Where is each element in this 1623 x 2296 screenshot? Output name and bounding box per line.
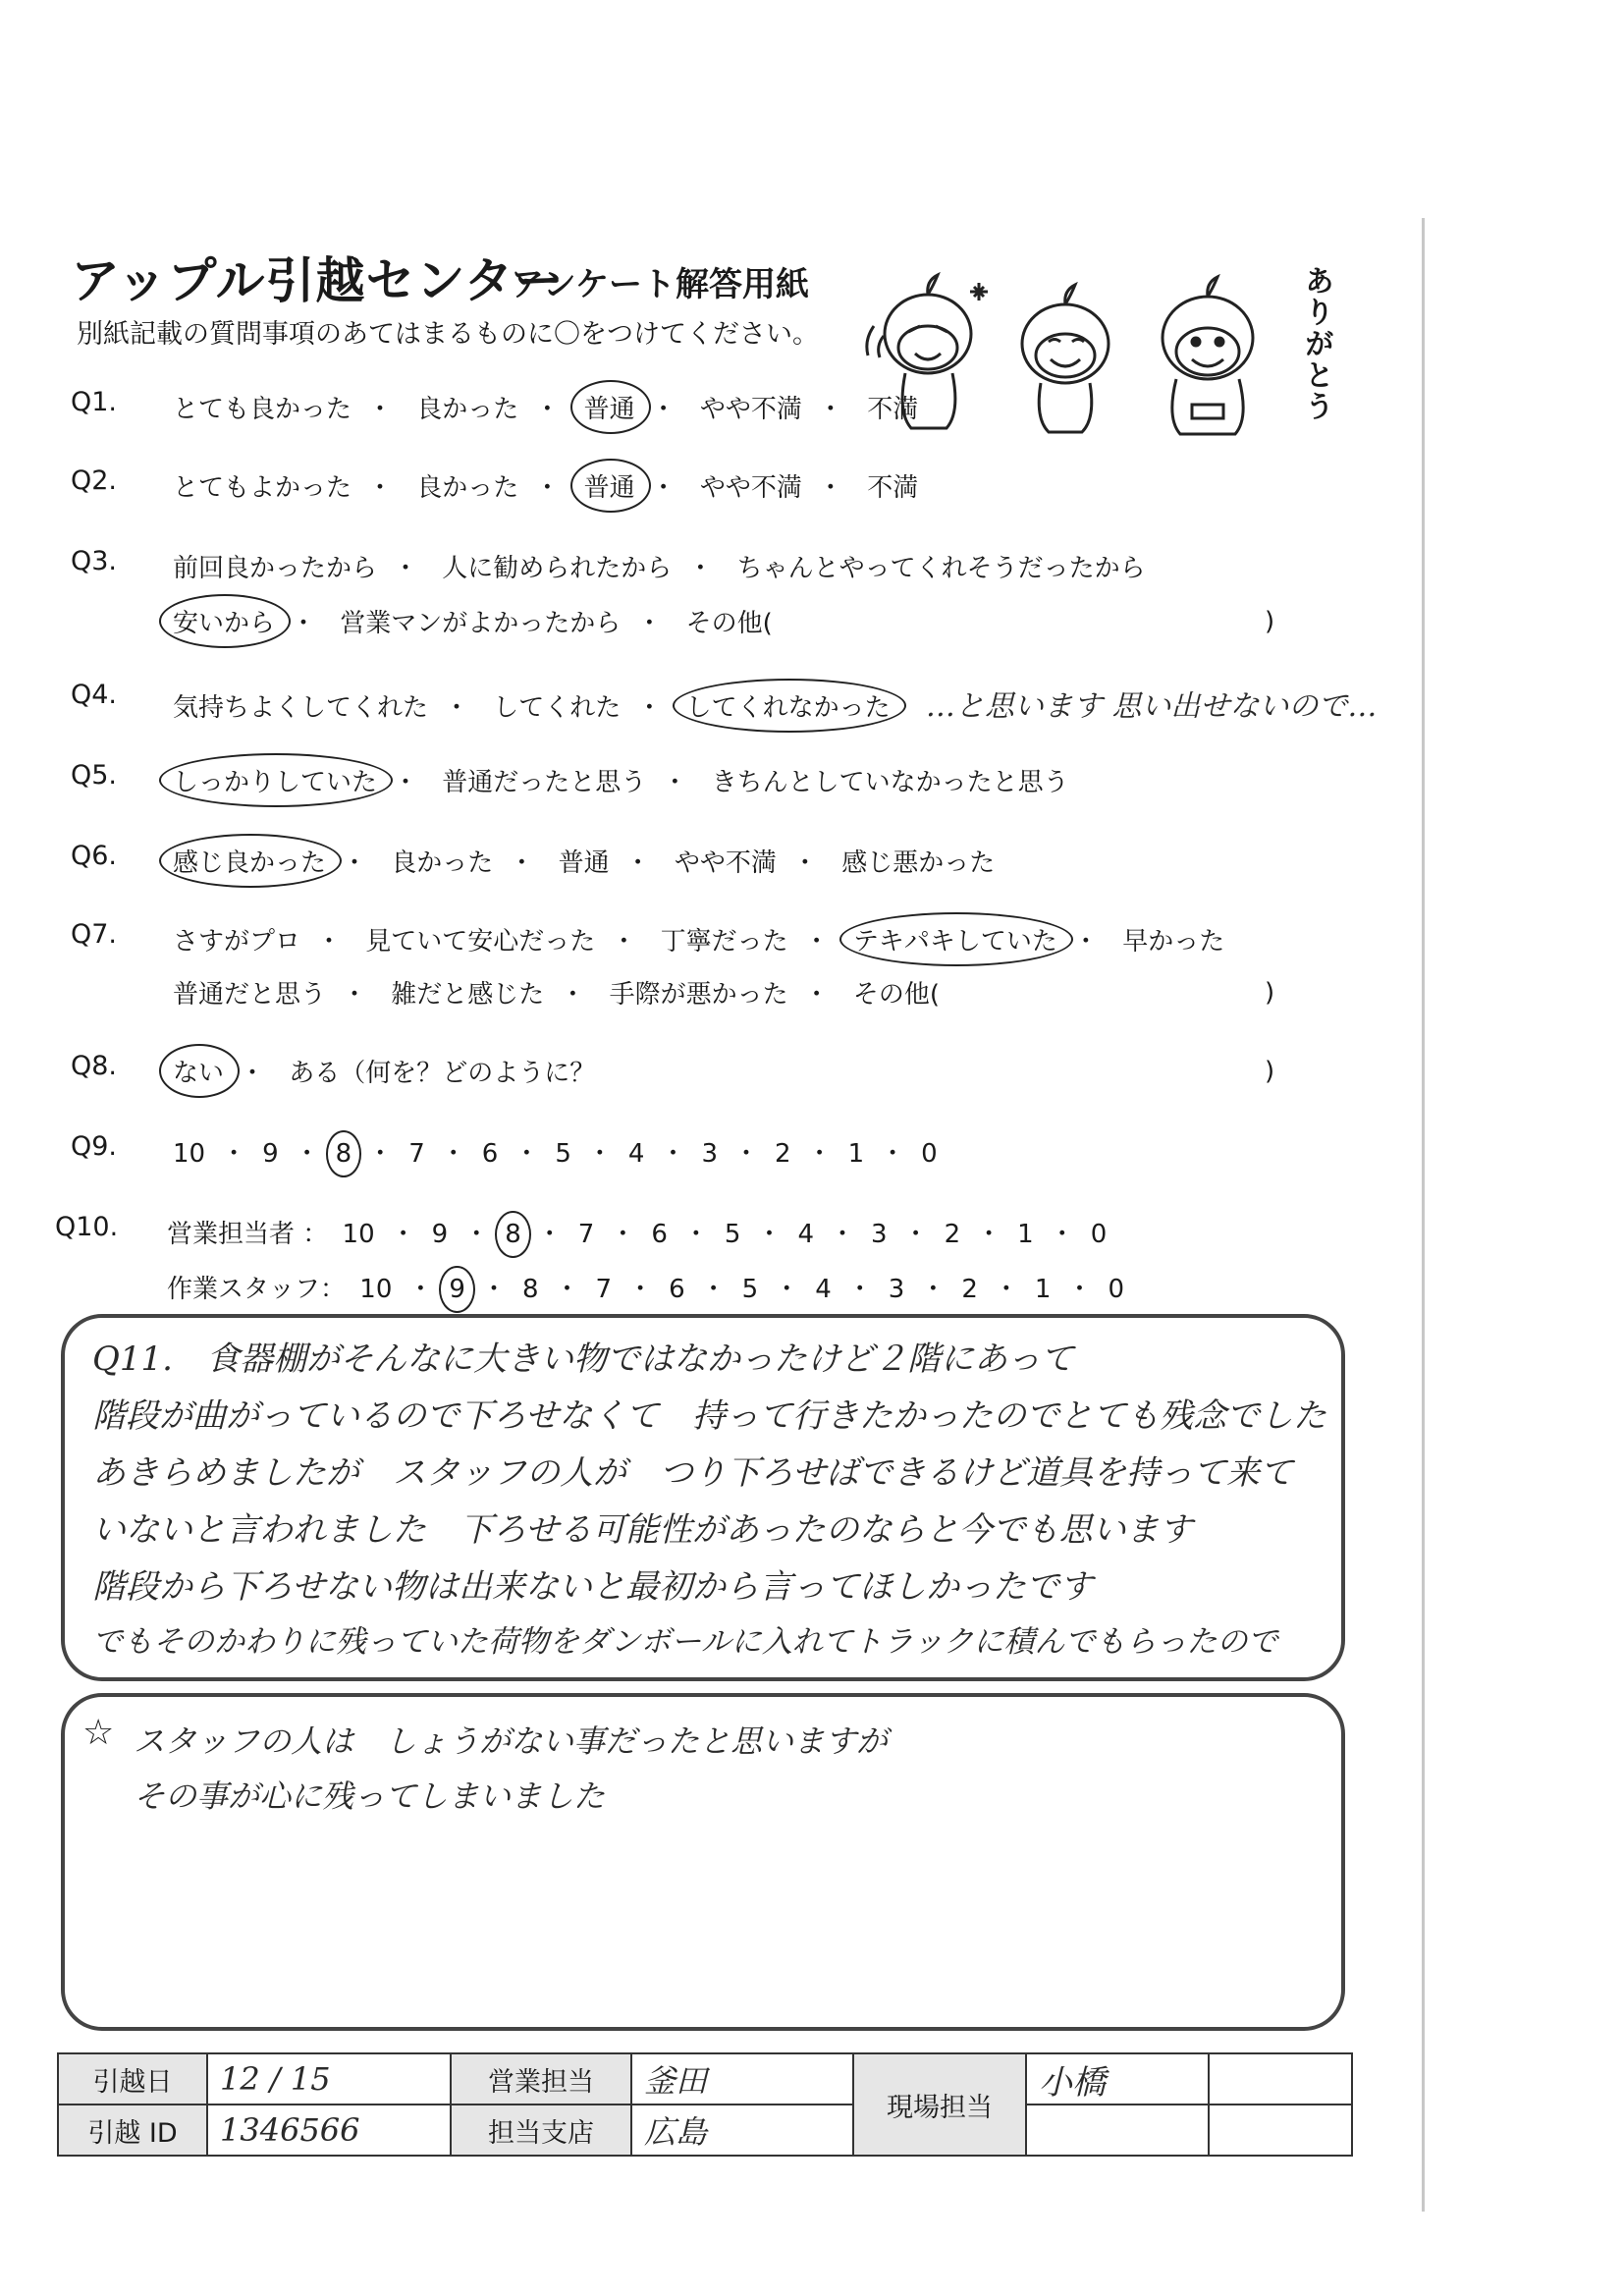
- q10-staff-option[interactable]: 1: [1034, 1275, 1052, 1304]
- q10-sales-row: [167, 1214, 1112, 1250]
- q8-options: ない ・ ある（何を？どのように？: [167, 1053, 601, 1089]
- q7-option[interactable]: さすがプロ: [173, 927, 301, 957]
- q9-option[interactable]: 1: [847, 1139, 865, 1169]
- separator-dot: ・: [733, 1139, 760, 1169]
- branch-value[interactable]: 広島: [631, 2105, 853, 2156]
- q10-staff-option-selected[interactable]: 9: [443, 1275, 471, 1304]
- q11-comment-line: あきらめましたが スタッフの人が つり下ろせばできるけど道具を持って来て: [92, 1453, 1293, 1493]
- q3-label: Q3.: [71, 546, 118, 576]
- q3-option[interactable]: 人に勧められたから: [442, 554, 673, 583]
- q5-option[interactable]: 普通だったと思う: [442, 768, 647, 797]
- q10-staff-label: 作業スタッフ：: [167, 1275, 347, 1304]
- q1-option[interactable]: やや不満: [699, 395, 802, 424]
- q6-option[interactable]: 普通: [558, 848, 610, 878]
- separator-dot: ・: [920, 1275, 947, 1304]
- star-comment-line: スタッフの人は しょうがない事だったと思いますが: [134, 1722, 889, 1760]
- q6-option[interactable]: 良かった: [391, 848, 494, 878]
- q9-option[interactable]: 0: [921, 1139, 938, 1169]
- q7-option[interactable]: 早かった: [1122, 927, 1225, 957]
- q7-option-other[interactable]: その他(: [852, 980, 941, 1010]
- move-date-label: 引越日: [58, 2053, 207, 2105]
- q10-sales-option-selected[interactable]: 8: [499, 1220, 527, 1249]
- q8-option-selected[interactable]: ない: [167, 1053, 230, 1089]
- q3-options-line2: 安いから ・ 営業マンがよかったから ・ その他(: [167, 603, 779, 639]
- q10-staff-option[interactable]: 2: [961, 1275, 978, 1304]
- sales-rep-value[interactable]: 釜田: [631, 2053, 853, 2105]
- separator-dot: ・: [1049, 1220, 1075, 1249]
- separator-dot: ・: [700, 1275, 727, 1304]
- separator-dot: ・: [993, 1275, 1019, 1304]
- q9-option[interactable]: 3: [701, 1139, 719, 1169]
- q3-option[interactable]: 営業マンがよかったから: [340, 609, 622, 638]
- separator-dot: ・: [1066, 1275, 1093, 1304]
- q7-options-line2: 普通だと思う ・ 雑だと感じた ・ 手際が悪かった ・ その他(: [167, 974, 946, 1011]
- q10-sales-option[interactable]: 6: [651, 1220, 668, 1249]
- q11-comment-line: でもそのかわりに残っていた荷物をダンボールに入れてトラックに積んでもらったので: [92, 1624, 1278, 1660]
- q9-option[interactable]: 5: [555, 1139, 571, 1169]
- separator-dot: ・: [536, 1220, 563, 1249]
- separator-dot: ・: [756, 1220, 783, 1249]
- q10-sales-option[interactable]: 0: [1090, 1220, 1108, 1249]
- separator-dot: ・: [586, 1139, 613, 1169]
- q6-option-selected[interactable]: 感じ良かった: [167, 843, 332, 879]
- q10-sales-label: 営業担当者 ：: [167, 1220, 329, 1249]
- q11-comment-line: 階段から下ろせない物は出来ないと最初から言ってほしかったです: [92, 1567, 1093, 1607]
- q2-option[interactable]: 不満: [867, 473, 919, 503]
- q10-staff-option[interactable]: 10: [359, 1275, 393, 1304]
- separator-dot: ・: [480, 1275, 507, 1304]
- q3-option-other[interactable]: その他(: [685, 609, 773, 638]
- q3-option-selected[interactable]: 安いから: [167, 603, 281, 639]
- q2-options: とてもよかった ・ 良かった ・ 普通 ・ やや不満 ・ 不満: [167, 467, 924, 504]
- q3-options-line1: 前回良かったから ・ 人に勧められたから ・ ちゃんとやってくれそうだったから: [167, 548, 1152, 584]
- q10-sales-option[interactable]: 4: [797, 1220, 814, 1249]
- q9-label: Q9.: [71, 1131, 118, 1162]
- move-id-value[interactable]: 1346566: [207, 2105, 451, 2156]
- q10-staff-option[interactable]: 7: [595, 1275, 613, 1304]
- star-mark: ☆: [82, 1713, 115, 1753]
- sales-rep-label: 営業担当: [451, 2053, 631, 2105]
- q7-option-selected[interactable]: テキパキしていた: [847, 921, 1063, 957]
- q10-staff-option[interactable]: 0: [1108, 1275, 1124, 1304]
- q7-option[interactable]: 普通だと思う: [173, 980, 327, 1010]
- site-rep-label: 現場担当: [853, 2053, 1026, 2156]
- separator-dot: ・: [846, 1275, 873, 1304]
- q8-paren-close: ): [1265, 1057, 1275, 1086]
- separator-dot: ・: [774, 1275, 800, 1304]
- q1-option-selected[interactable]: 普通: [578, 389, 641, 425]
- q6-option[interactable]: 感じ悪かった: [841, 848, 996, 878]
- q10-sales-option[interactable]: 1: [1017, 1220, 1034, 1249]
- q10-sales-option[interactable]: 3: [871, 1220, 888, 1249]
- q9-option[interactable]: 9: [262, 1139, 279, 1169]
- q10-staff-option[interactable]: 6: [669, 1275, 685, 1304]
- q10-sales-scale: [337, 1220, 1113, 1249]
- q3-paren-close: ): [1265, 607, 1275, 636]
- q10-staff-option[interactable]: 4: [815, 1275, 832, 1304]
- q2-label: Q2.: [71, 465, 118, 496]
- q10-staff-option[interactable]: 3: [888, 1275, 905, 1304]
- separator-dot: ・: [463, 1220, 490, 1249]
- separator-dot: ・: [660, 1139, 686, 1169]
- separator-dot: ・: [221, 1139, 247, 1169]
- q5-options: しっかりしていた ・ 普通だったと思う ・ きちんとしていなかったと思う: [167, 762, 1075, 798]
- q8-option[interactable]: ある（何を？どのように？: [289, 1059, 596, 1088]
- q7-label: Q7.: [71, 919, 118, 950]
- q10-staff-option[interactable]: 8: [521, 1275, 539, 1304]
- q5-option[interactable]: きちんとしていなかったと思う: [711, 768, 1069, 797]
- q9-option[interactable]: 7: [408, 1139, 425, 1169]
- q9-option[interactable]: 6: [481, 1139, 499, 1169]
- q9-option[interactable]: 10: [173, 1139, 206, 1169]
- q6-label: Q6.: [71, 841, 118, 871]
- instruction-text: 別紙記載の質問事項のあてはまるものに〇をつけてください。: [77, 319, 819, 350]
- separator-dot: ・: [407, 1275, 434, 1304]
- q9-option[interactable]: 4: [627, 1139, 645, 1169]
- separator-dot: ・: [514, 1139, 540, 1169]
- q4-handwritten-note: …と思います 思い出せないので…: [925, 689, 1378, 724]
- q10-sales-option[interactable]: 9: [431, 1220, 449, 1249]
- q4-options: 気持ちよくしてくれた ・ してくれた ・ してくれなかった …と思います 思い出せないので…: [167, 682, 1377, 725]
- q11-free-comment-box[interactable]: [61, 1314, 1345, 1681]
- q10-staff-row: [167, 1269, 1130, 1305]
- q4-option[interactable]: してくれた: [493, 693, 622, 723]
- thanks-vertical-text: ありがとう: [1299, 265, 1333, 422]
- monkey-mascots-illustration: [864, 257, 1316, 444]
- q6-option[interactable]: やや不満: [674, 848, 777, 878]
- separator-dot: ・: [554, 1275, 580, 1304]
- q1-option[interactable]: 不満: [867, 395, 919, 424]
- q1-option[interactable]: とても良かった: [173, 395, 352, 424]
- q2-option-selected[interactable]: 普通: [578, 467, 641, 504]
- move-date-value[interactable]: 12 / 15: [207, 2053, 451, 2105]
- q1-options: とても良かった ・ 良かった ・ 普通 ・ やや不満 ・ 不満: [167, 389, 924, 425]
- q2-option[interactable]: とてもよかった: [173, 473, 352, 503]
- q7-option[interactable]: 丁寧だった: [660, 927, 788, 957]
- q10-staff-option[interactable]: 5: [741, 1275, 759, 1304]
- separator-dot: ・: [294, 1139, 320, 1169]
- q7-option[interactable]: 手際が悪かった: [609, 980, 788, 1010]
- q2-option[interactable]: やや不満: [699, 473, 802, 503]
- separator-dot: ・: [610, 1220, 636, 1249]
- q3-option[interactable]: 前回良かったから: [173, 554, 378, 583]
- q10-sales-option[interactable]: 5: [724, 1220, 741, 1249]
- q11-comment-line: 階段が曲がっているので下ろせなくて 持って行きたかったのでとても残念でした: [92, 1396, 1326, 1436]
- q1-label: Q1.: [71, 387, 118, 417]
- q7-paren-close: ): [1265, 978, 1275, 1008]
- q1-option[interactable]: 良かった: [416, 395, 519, 424]
- separator-dot: ・: [806, 1139, 833, 1169]
- star-comment-box[interactable]: [61, 1693, 1345, 2031]
- q4-option[interactable]: 気持ちよくしてくれた: [173, 693, 429, 723]
- separator-dot: ・: [367, 1139, 394, 1169]
- separator-dot: ・: [976, 1220, 1002, 1249]
- site-rep-cell-3[interactable]: [1209, 2105, 1352, 2156]
- q8-label: Q8.: [71, 1051, 118, 1081]
- site-rep-extra-cell[interactable]: [1209, 2053, 1352, 2105]
- q11-comment-line: Q11. 食器棚がそんなに大きい物ではなかったけど２階にあって: [92, 1339, 1074, 1379]
- form-subtitle: アンケート解答用紙: [511, 265, 809, 304]
- q7-option[interactable]: 見ていて安心だった: [365, 927, 596, 957]
- separator-dot: ・: [902, 1220, 929, 1249]
- star-comment-line: その事が心に残ってしまいました: [134, 1777, 606, 1815]
- q10-sales-option[interactable]: 10: [342, 1220, 375, 1249]
- site-rep-cell-2[interactable]: [1026, 2105, 1209, 2156]
- site-rep-value[interactable]: 小橋: [1026, 2053, 1209, 2105]
- move-info-table: [57, 2052, 1353, 2157]
- separator-dot: ・: [627, 1275, 654, 1304]
- branch-label: 担当支店: [451, 2105, 631, 2156]
- q6-options: 感じ良かった ・ 良かった ・ 普通 ・ やや不満 ・ 感じ悪かった: [167, 843, 1001, 879]
- q10-sales-option[interactable]: 2: [944, 1220, 961, 1249]
- separator-dot: ・: [682, 1220, 709, 1249]
- q2-option[interactable]: 良かった: [416, 473, 519, 503]
- separator-dot: ・: [880, 1139, 906, 1169]
- q4-option-selected[interactable]: してくれなかった: [680, 687, 896, 724]
- q9-scale: [167, 1133, 944, 1170]
- q7-options-line1: さすがプロ ・ 見ていて安心だった ・ 丁寧だった ・ テキパキしていた ・ 早かった: [167, 921, 1230, 957]
- move-id-label: 引越 ID: [58, 2105, 207, 2156]
- q9-option[interactable]: 2: [775, 1139, 791, 1169]
- q7-option[interactable]: 雑だと感じた: [391, 980, 545, 1010]
- page-edge: [1422, 218, 1425, 2212]
- separator-dot: ・: [390, 1220, 416, 1249]
- q10-label: Q10.: [55, 1212, 119, 1242]
- q10-staff-scale: [353, 1275, 1130, 1304]
- q9-option-selected[interactable]: 8: [330, 1139, 358, 1169]
- q3-option[interactable]: ちゃんとやってくれそうだったから: [736, 554, 1146, 583]
- q10-sales-option[interactable]: 7: [577, 1220, 595, 1249]
- separator-dot: ・: [830, 1220, 856, 1249]
- separator-dot: ・: [440, 1139, 466, 1169]
- company-title: アップル引越センター: [71, 252, 565, 309]
- q5-option-selected[interactable]: しっかりしていた: [167, 762, 383, 798]
- q11-comment-line: いないと言われました 下ろせる可能性があったのならと今でも思います: [92, 1510, 1193, 1550]
- q4-label: Q4.: [71, 680, 118, 710]
- q5-label: Q5.: [71, 760, 118, 791]
